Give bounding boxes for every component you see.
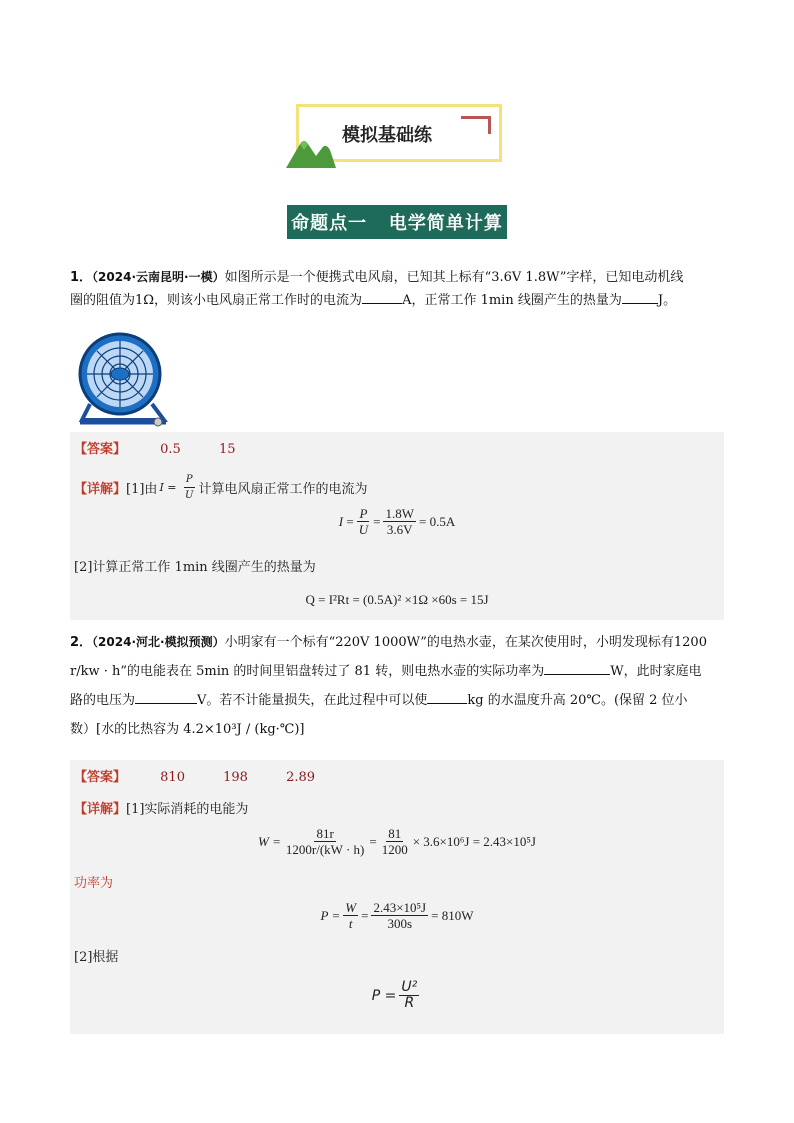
numerator: 81 xyxy=(388,826,402,841)
question-text: 数）[水的比热容为 4.2×10³J / (kg·℃)] xyxy=(70,722,305,737)
answer-line xyxy=(74,766,315,785)
formula-var: P = xyxy=(371,987,397,1004)
question-text: W，此时家庭电 xyxy=(610,664,702,679)
detail-text: [2]计算正常工作 1min 线圈产生的热量为 xyxy=(74,560,316,575)
detail-text: [1]由 xyxy=(126,482,158,497)
banner-decoration xyxy=(461,116,491,119)
answer-value: 2.89 xyxy=(286,770,316,785)
numerator: W xyxy=(345,900,357,915)
answer-blank xyxy=(622,289,658,304)
equation-result: = 0.5A xyxy=(418,513,456,529)
answer-tag: 【答案】 xyxy=(74,770,127,785)
equation-result: = 810W xyxy=(431,907,474,923)
formula-var: W = xyxy=(258,833,281,849)
formula-fraction xyxy=(183,472,195,503)
denominator: 1200 xyxy=(381,842,408,857)
question-1 xyxy=(70,266,730,312)
detail-line xyxy=(74,798,248,817)
question-number: 1． xyxy=(70,270,93,285)
equation-energy: W = $\frac{81r}{1200r/(kW \cdot h)}$ = $\frac{81}{1200}$ × 3.6×10⁶J = 2.43×10⁵J xyxy=(258,826,536,857)
electric-fan-image xyxy=(72,330,174,430)
denominator: R xyxy=(404,995,415,1011)
question-source: （2024·河北·模拟预测） xyxy=(92,635,225,649)
numerator: P xyxy=(359,506,368,521)
section-title: 命题点一 电学简单计算 xyxy=(287,205,507,239)
equation-power: P = $\frac{W}{t}$ = $\frac{\text{2.43×10⁵J}}{300s}$ = 810W xyxy=(320,900,474,931)
equation-power-resistance xyxy=(70,980,724,1011)
denominator: 300s xyxy=(387,916,413,931)
question-text: 圈的阻值为1Ω，则该小电风扇正常工作时的电流为 xyxy=(70,293,363,308)
denominator: 3.6V xyxy=(386,522,413,537)
answer-value: 15 xyxy=(218,442,236,457)
power-label: 功率为 xyxy=(74,876,114,891)
question-source: （2024·云南昆明·一模） xyxy=(92,270,225,284)
formula-var: P = xyxy=(320,907,341,923)
question-number: 2． xyxy=(70,635,93,650)
answer-blank xyxy=(544,660,610,675)
question-text: J。 xyxy=(657,293,677,308)
equation-result: × 3.6×10⁶J = 2.43×10⁵J xyxy=(412,833,536,849)
equation-2: Q = I²Rt = (0.5A)² ×1Ω ×60s = 15J xyxy=(305,592,489,607)
denominator: U xyxy=(185,490,194,501)
formula-fraction xyxy=(343,900,358,931)
formula-fraction xyxy=(371,900,428,931)
banner-title: 模拟基础练 xyxy=(342,125,432,146)
question-text: kg 的水温度升高 20℃。(保留 2 位小 xyxy=(467,693,688,708)
detail-tag: 【详解】 xyxy=(74,802,127,817)
denominator: U xyxy=(358,522,369,537)
question-text: V。若不计能量损失，在此过程中可以使 xyxy=(197,693,428,708)
question-text: 路的电压为 xyxy=(70,693,136,708)
numerator: 1.8W xyxy=(385,506,414,521)
formula-fraction xyxy=(399,980,419,1011)
numerator: U² xyxy=(401,979,418,995)
answer-value: 0.5 xyxy=(160,442,181,457)
detail-tag: 【详解】 xyxy=(74,482,127,497)
denominator: t xyxy=(348,916,353,931)
detail-text: [1]实际消耗的电能为 xyxy=(126,802,249,817)
equation-1: I = $\frac{P}{U}$ = $\frac{1.8W}{3.6V}$ = 0.5A xyxy=(338,506,456,537)
banner-decoration-vertical xyxy=(488,116,491,134)
question-2 xyxy=(70,628,730,744)
detail-line: 【详解】 [1]由 I = $\frac{P}{U}$ 计算电风扇正常工作的电流为 xyxy=(74,474,368,501)
detail-text: [2]根据 xyxy=(74,950,119,965)
question-text: 小明家有一个标有“220V 1000W”的电热水壶，在某次使用时，小明发现标有1200 xyxy=(224,635,707,650)
answer-box-1 xyxy=(70,432,724,620)
question-text: A，正常工作 1min 线圈产生的热量为 xyxy=(402,293,622,308)
answer-box-2 xyxy=(70,760,724,1034)
formula-fraction xyxy=(383,506,416,537)
question-text: 如图所示是一个便携式电风扇，已知其上标有“3.6V 1.8W”字样，已知电动机线 xyxy=(224,270,684,285)
answer-value: 198 xyxy=(223,770,248,785)
answer-blank xyxy=(135,689,197,704)
formula-var: I xyxy=(159,481,164,494)
formula-fraction xyxy=(284,826,366,857)
answer-blank xyxy=(362,289,402,304)
formula-var: I xyxy=(338,513,344,529)
mountain-icon xyxy=(286,134,336,168)
formula-fraction xyxy=(380,826,410,857)
answer-line xyxy=(74,438,236,457)
answer-tag: 【答案】 xyxy=(74,442,127,457)
denominator: 1200r/(kW · h) xyxy=(285,842,365,857)
question-text: r/kw · h”的电能表在 5min 的时间里铝盘转过了 81 转，则电热水壶的实际功率为 xyxy=(70,664,545,679)
numerator: 2.43×10⁵J xyxy=(373,900,427,915)
numerator: P xyxy=(184,472,195,488)
answer-value: 810 xyxy=(160,770,185,785)
detail-text: 计算电风扇正常工作的电流为 xyxy=(198,482,368,497)
numerator: 81r xyxy=(316,826,334,841)
section-banner xyxy=(286,104,506,166)
answer-blank xyxy=(427,689,467,704)
formula-fraction xyxy=(357,506,370,537)
